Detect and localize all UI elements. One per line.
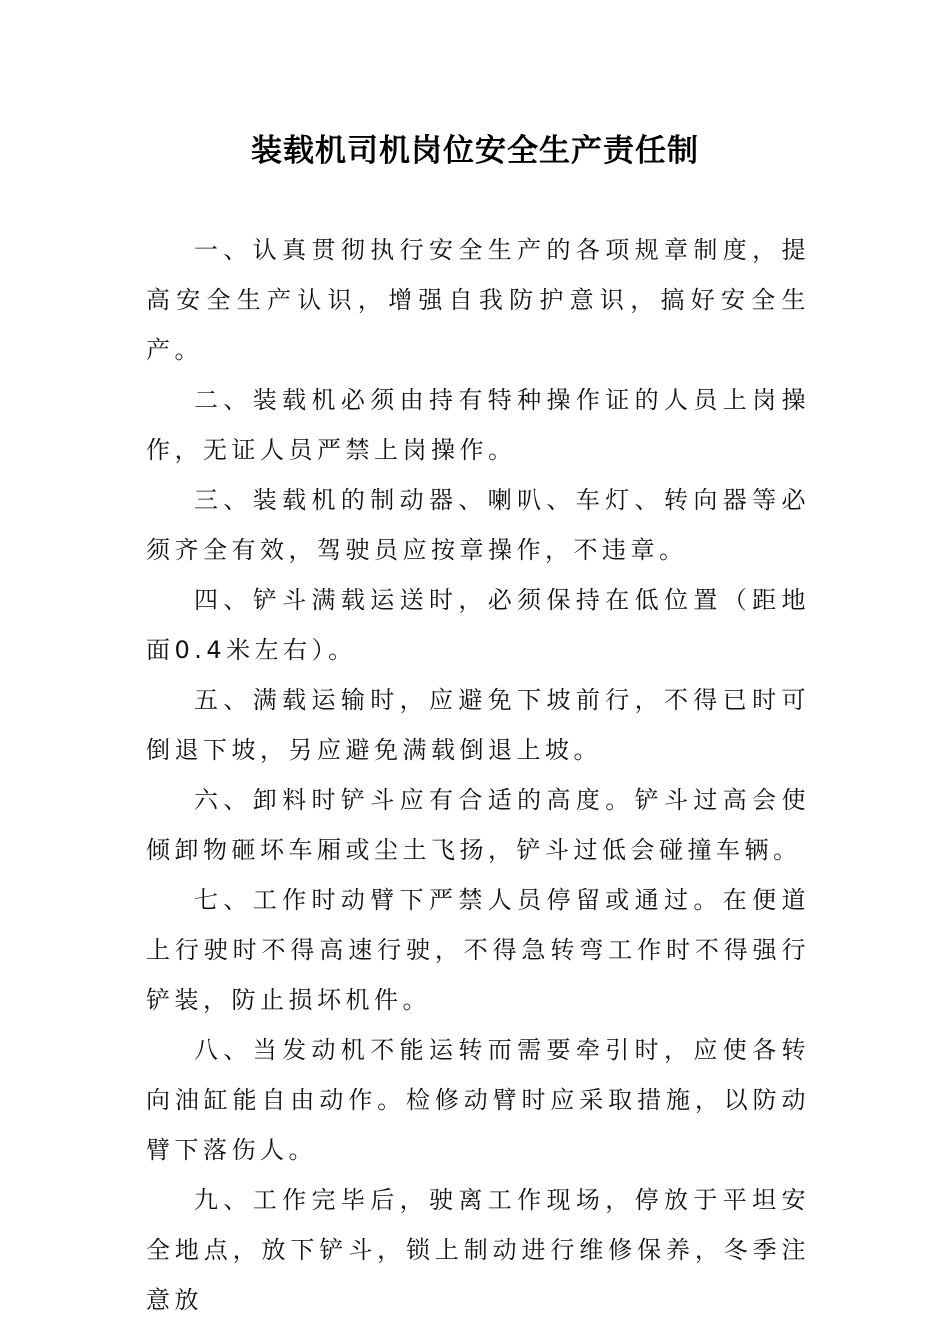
paragraph-2: 二、装载机必须由持有特种操作证的人员上岗操作，无证人员严禁上岗操作。: [146, 386, 810, 464]
paragraph-6: 六、卸料时铲斗应有合适的高度。铲斗过高会使倾卸物砸坏车厢或尘土飞扬，铲斗过低会碰撞车辆。: [146, 786, 810, 864]
paragraph-5: 五、满载运输时，应避免下坡前行，不得已时可倒退下坡，另应避免满载倒退上坡。: [146, 686, 810, 764]
paragraph-1: 一、认真贯彻执行安全生产的各项规章制度，提高安全生产认识，增强自我防护意识，搞好安全生产。: [146, 236, 810, 364]
document-title: 装载机司机岗位安全生产责任制: [251, 133, 699, 169]
paragraph-9: 九、工作完毕后，驶离工作现场，停放于平坦安全地点，放下铲斗，锁上制动进行维修保养，冬季注意放: [146, 1186, 810, 1314]
paragraph-7: 七、工作时动臂下严禁人员停留或通过。在便道上行驶时不得高速行驶，不得急转弯工作时不得强行铲装，防止损坏机件。: [146, 886, 810, 1014]
paragraph-3: 三、装载机的制动器、喇叭、车灯、转向器等必须齐全有效，驾驶员应按章操作，不违章。: [146, 486, 810, 564]
paragraph-8: 八、当发动机不能运转而需要牵引时，应使各转向油缸能自由动作。检修动臂时应采取措施，以防动臂下落伤人。: [146, 1036, 810, 1164]
document-body: [146, 225, 810, 1325]
paragraph-4: 四、铲斗满载运送时，必须保持在低位置（距地面0.4米左右）。: [146, 586, 810, 664]
